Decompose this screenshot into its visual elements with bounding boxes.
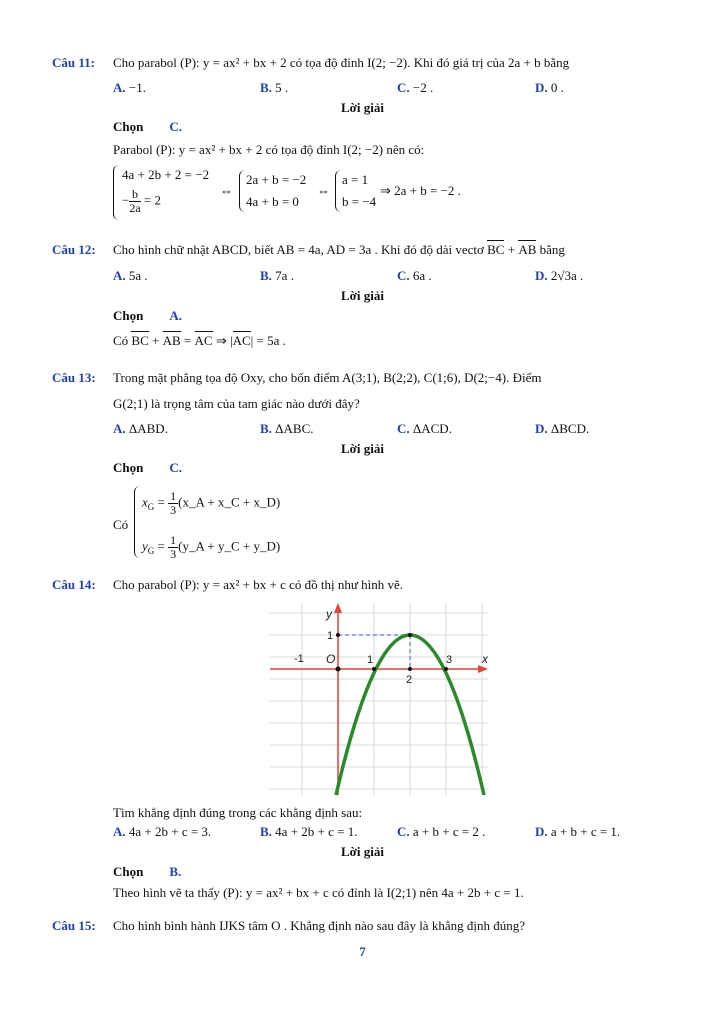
tick-label-2: 2: [406, 674, 413, 686]
fraction: [129, 188, 140, 215]
denominator: 3: [170, 547, 177, 561]
q11-sys3-b: b = −4: [342, 194, 377, 209]
answer-letter: C.: [397, 824, 410, 839]
q11-sys1-a: 4a + 2b + 2 = −2: [122, 167, 210, 182]
page-number: 7: [359, 944, 366, 959]
implies: ⇒ |: [215, 333, 233, 348]
y-axis-label: y: [326, 607, 332, 621]
q11-solution-title: Lời giải: [341, 100, 384, 115]
expr: (x_A + x_C + x_D): [178, 494, 281, 510]
q14-answer-c: [397, 824, 485, 840]
y-axis-arrow: [334, 603, 342, 613]
answer-value: ΔACD.: [412, 421, 452, 436]
vector-ac: AC: [194, 333, 213, 348]
x-axis-label: x: [482, 652, 488, 666]
q14-question: Tìm khẳng định đúng trong các khẳng định sau:: [113, 805, 363, 820]
answer-letter: C.: [397, 421, 410, 436]
q13-answer-b: [260, 421, 314, 437]
q12-answer-b: [260, 268, 294, 284]
chon-label: Chọn: [113, 119, 144, 134]
answer-value: 0 .: [550, 80, 564, 95]
vertex-point: [408, 633, 412, 637]
answer-letter: A.: [113, 268, 126, 283]
q12-solution: [113, 333, 286, 349]
denominator: 2a: [129, 201, 141, 215]
q12-text: [113, 242, 565, 258]
answer-letter: C.: [397, 268, 410, 283]
q11-answer-b: [260, 80, 288, 96]
answer-letter: C.: [397, 80, 410, 95]
q12-answer-d: [535, 268, 583, 284]
answer-value: 5 .: [275, 80, 289, 95]
point-y1: [336, 633, 340, 637]
chon-label: Chọn: [113, 864, 144, 879]
answer-value: a + b + c = 1.: [550, 824, 621, 839]
brace: [113, 165, 120, 220]
answer-letter: A.: [113, 421, 126, 436]
q11-answer-c: [397, 80, 433, 96]
answer-value: 7a .: [275, 268, 294, 283]
answer-letter: D.: [535, 421, 548, 436]
q14-answer-b: [260, 824, 357, 840]
q13-answer-c: [397, 421, 452, 437]
vector-bc: BC: [487, 242, 505, 257]
answer-letter: D.: [535, 80, 548, 95]
q14-text: Cho parabol (P): y = ax² + bx + c có đồ thị như hình vẽ.: [113, 577, 404, 592]
answer-value: −1.: [128, 80, 146, 95]
plus: +: [507, 242, 516, 257]
q13-answer-d: [535, 421, 589, 437]
answer-letter: A.: [113, 824, 126, 839]
answer-value: ΔBCD.: [550, 421, 590, 436]
q13-solution-title: Lời giải: [341, 441, 384, 456]
point-x2: [408, 667, 412, 671]
answer-value: a + b + c = 2 .: [412, 824, 486, 839]
answer-letter: A.: [113, 80, 126, 95]
q13-label: Câu 13:: [52, 370, 96, 385]
vector-ac: AC: [232, 333, 251, 348]
q12-tail: bằng: [539, 242, 565, 257]
sub: G: [147, 502, 155, 513]
answer-value: −2 .: [412, 80, 434, 95]
q12-answer-a: [113, 268, 148, 284]
answer-letter: B.: [260, 268, 272, 283]
q14-solution-line: Theo hình vẽ ta thấy (P): y = ax² + bx + c có đỉnh là I(2;1) nên 4a + 2b + c = 1.: [113, 885, 524, 900]
answer-value: 5a .: [128, 268, 148, 283]
answer-value: 6a .: [412, 268, 432, 283]
vector-bc: BC: [131, 333, 149, 348]
answer-value: 2√3a .: [550, 268, 584, 283]
q11-chon: [113, 119, 182, 135]
q13-sys-a: [142, 490, 280, 517]
ytick-label-1: 1: [327, 630, 334, 642]
result: | = 5a .: [250, 333, 286, 348]
q12-chon: [113, 308, 182, 324]
q15-text: Cho hình bình hành IJKS tâm O . Khẳng định nào sau đây là khẳng định đúng?: [113, 918, 525, 933]
plus: +: [152, 333, 160, 348]
answer-letter: D.: [535, 824, 548, 839]
answer-letter: B.: [260, 421, 272, 436]
origin-point: [336, 667, 341, 672]
brace: [335, 170, 342, 212]
q11-sys3-a: a = 1: [342, 172, 369, 187]
q14-label: Câu 14:: [52, 577, 96, 592]
q12-answer-c: [397, 268, 432, 284]
q14-chon: [113, 864, 181, 880]
answer-value: 4a + 2b + c = 3.: [128, 824, 212, 839]
chon-value: C.: [169, 460, 182, 475]
parabola-graph: [270, 603, 488, 795]
eq: =: [157, 494, 165, 510]
x-axis-arrow: [478, 665, 488, 673]
chon-label: Chọn: [113, 460, 144, 475]
q13-text: Trong mặt phẳng tọa độ Oxy, cho bốn điểm A(3;1), B(2;2), C(1;6), D(2;−4). Điểm: [113, 370, 542, 385]
q13-chon: [113, 460, 182, 476]
q11-answer-a: [113, 80, 146, 96]
q11-sys2-a: 2a + b = −2: [246, 172, 307, 187]
q13-sys-b: [142, 534, 280, 561]
sub: G: [147, 546, 155, 557]
var: x: [142, 494, 148, 510]
answer-letter: B.: [260, 80, 272, 95]
chon-value: B.: [169, 864, 182, 879]
q14-answer-d: [535, 824, 620, 840]
point-x1: [372, 667, 376, 671]
q11-answer-d: [535, 80, 564, 96]
q12-label: Câu 12:: [52, 242, 96, 257]
tick-label-1: 1: [367, 654, 374, 666]
numerator: 1: [170, 489, 177, 503]
answer-letter: D.: [535, 268, 548, 283]
var: y: [142, 538, 148, 554]
equals: =: [183, 333, 192, 348]
q12-text-main: Cho hình chữ nhật ABCD, biết AB = 4a, AD = 3a . Khi đó độ dài vectơ: [113, 242, 484, 257]
numerator: 1: [170, 533, 177, 547]
q13-sol-pre: Có: [113, 517, 129, 532]
chon-label: Chọn: [113, 308, 144, 323]
origin-label: O: [326, 652, 336, 666]
brace: [239, 170, 246, 212]
chon-value: A.: [169, 308, 182, 323]
q11-label: Câu 11:: [52, 55, 95, 70]
expr: (y_A + y_C + y_D): [178, 538, 281, 554]
vector-ab: AB: [518, 242, 537, 257]
q14-answer-a: [113, 824, 211, 840]
q11-text: Cho parabol (P): y = ax² + bx + 2 có tọa độ đỉnh I(2; −2). Khi đó giá trị của 2a + b bằng: [113, 55, 570, 70]
q11-iff-2: ⇔: [317, 183, 330, 198]
answer-letter: B.: [260, 824, 272, 839]
answer-value: ΔABC.: [275, 421, 314, 436]
q11-sys1-b: [122, 188, 161, 215]
tick-label-neg1: -1: [294, 653, 304, 665]
q12-solution-title: Lời giải: [341, 288, 384, 303]
q11-conclusion: ⇒ 2a + b = −2 .: [380, 183, 461, 198]
q11-iff-1: ⇔: [220, 183, 233, 198]
tick-label-3: 3: [446, 654, 453, 666]
q11-sys2-b: 4a + b = 0: [246, 194, 299, 209]
eq: =: [157, 538, 165, 554]
answer-value: ΔABD.: [128, 421, 168, 436]
minus: −: [122, 192, 130, 208]
rhs: = 2: [143, 192, 162, 208]
vector-ab: AB: [162, 333, 181, 348]
q13-answer-a: [113, 421, 168, 437]
q13-text-2: G(2;1) là trọng tâm của tam giác nào dưới đây?: [113, 396, 360, 411]
q15-label: Câu 15:: [52, 918, 96, 933]
q14-solution-title: Lời giải: [341, 844, 384, 859]
numerator: b: [129, 188, 140, 202]
fraction: [168, 490, 178, 517]
brace: [134, 486, 141, 558]
fraction: [168, 534, 178, 561]
chon-value: C.: [169, 119, 182, 134]
text: Có: [113, 333, 129, 348]
q11-solution-line: Parabol (P): y = ax² + bx + 2 có tọa độ đỉnh I(2; −2) nên có:: [113, 142, 425, 157]
point-x3: [444, 667, 448, 671]
denominator: 3: [170, 503, 177, 517]
answer-value: 4a + 2b + c = 1.: [275, 824, 358, 839]
